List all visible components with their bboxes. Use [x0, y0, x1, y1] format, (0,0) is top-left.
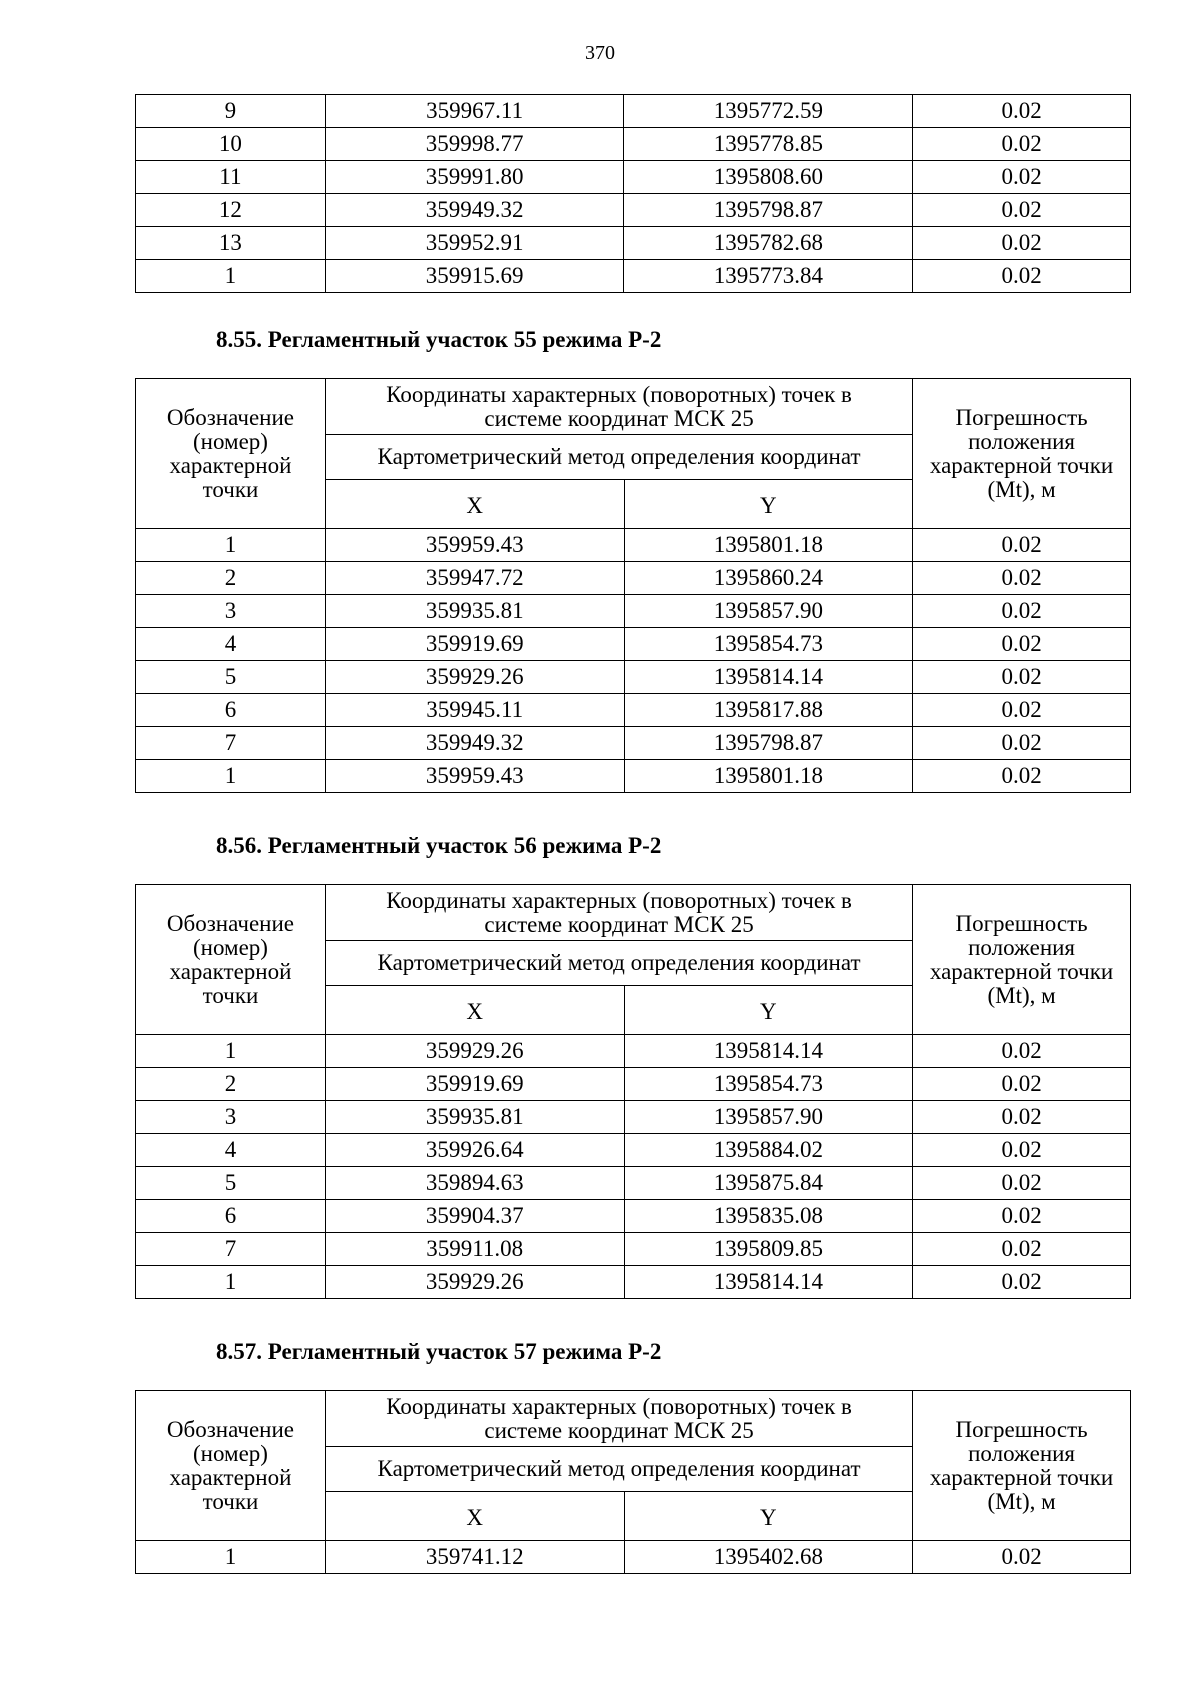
- error-cell: 0.02: [913, 595, 1131, 628]
- point-number-cell: 1: [136, 1266, 326, 1299]
- x-coordinate-cell: 359952.91: [325, 227, 624, 260]
- error-cell: 0.02: [913, 628, 1131, 661]
- point-number-cell: 3: [136, 1101, 326, 1134]
- error-cell: 0.02: [913, 128, 1131, 161]
- x-coordinate-cell: 359935.81: [325, 1101, 624, 1134]
- y-coordinate-cell: 1395798.87: [624, 194, 913, 227]
- header-x: X: [325, 480, 624, 529]
- x-coordinate-cell: 359741.12: [325, 1541, 624, 1574]
- table-row: [136, 529, 1131, 562]
- header-x: X: [325, 986, 624, 1035]
- y-coordinate-cell: 1395772.59: [624, 95, 913, 128]
- table-body: [136, 529, 1131, 793]
- y-coordinate-cell: 1395857.90: [624, 595, 913, 628]
- y-coordinate-cell: 1395778.85: [624, 128, 913, 161]
- point-number-cell: 3: [136, 595, 326, 628]
- point-number-cell: 6: [136, 694, 326, 727]
- header-x: X: [325, 1492, 624, 1541]
- y-coordinate-cell: 1395801.18: [624, 529, 913, 562]
- table-body: [136, 95, 1131, 293]
- point-number-cell: 5: [136, 661, 326, 694]
- table-body: [136, 1541, 1131, 1574]
- x-coordinate-cell: 359894.63: [325, 1167, 624, 1200]
- header-coords-title: Координаты характерных (поворотных) точек в системе координат МСК 25: [325, 1391, 912, 1447]
- continued-coordinates-table: [135, 94, 1131, 293]
- table-row: [136, 1541, 1131, 1574]
- table-row: [136, 128, 1131, 161]
- error-cell: 0.02: [913, 1200, 1131, 1233]
- error-cell: 0.02: [913, 1068, 1131, 1101]
- table-row: [136, 260, 1131, 293]
- x-coordinate-cell: 359929.26: [325, 661, 624, 694]
- table-row: [136, 1134, 1131, 1167]
- table-row: [136, 1167, 1131, 1200]
- header-coords-title: Координаты характерных (поворотных) точек в системе координат МСК 25: [325, 885, 912, 941]
- table-row: [136, 95, 1131, 128]
- error-cell: 0.02: [913, 694, 1131, 727]
- point-number-cell: 1: [136, 529, 326, 562]
- x-coordinate-cell: 359949.32: [325, 194, 624, 227]
- y-coordinate-cell: 1395857.90: [624, 1101, 913, 1134]
- table-row: [136, 1200, 1131, 1233]
- section-title: 8.56. Регламентный участок 56 режима Р-2: [216, 833, 662, 858]
- point-number-cell: 1: [136, 760, 326, 793]
- x-coordinate-cell: 359945.11: [325, 694, 624, 727]
- point-number-cell: 1: [136, 260, 326, 293]
- y-coordinate-cell: 1395814.14: [624, 1035, 913, 1068]
- error-cell: 0.02: [913, 727, 1131, 760]
- error-cell: 0.02: [913, 260, 1131, 293]
- error-cell: 0.02: [913, 1541, 1131, 1574]
- error-cell: 0.02: [913, 529, 1131, 562]
- header-error: Погрешность положения характерной точки (Mt), м: [913, 1391, 1131, 1541]
- point-number-cell: 10: [136, 128, 326, 161]
- table-row: [136, 194, 1131, 227]
- x-coordinate-cell: 359959.43: [325, 760, 624, 793]
- y-coordinate-cell: 1395773.84: [624, 260, 913, 293]
- header-designation: Обозначение (номер) характерной точки: [136, 885, 326, 1035]
- table-row: [136, 694, 1131, 727]
- header-y: Y: [624, 1492, 913, 1541]
- x-coordinate-cell: 359949.32: [325, 727, 624, 760]
- x-coordinate-cell: 359911.08: [325, 1233, 624, 1266]
- header-error: Погрешность положения характерной точки (Mt), м: [913, 379, 1131, 529]
- error-cell: 0.02: [913, 95, 1131, 128]
- error-cell: 0.02: [913, 1266, 1131, 1299]
- coordinates-table-55: [135, 378, 1131, 793]
- point-number-cell: 1: [136, 1541, 326, 1574]
- point-number-cell: 9: [136, 95, 326, 128]
- point-number-cell: 4: [136, 1134, 326, 1167]
- point-number-cell: 13: [136, 227, 326, 260]
- table-row: [136, 1266, 1131, 1299]
- point-number-cell: 2: [136, 562, 326, 595]
- y-coordinate-cell: 1395884.02: [624, 1134, 913, 1167]
- x-coordinate-cell: 359947.72: [325, 562, 624, 595]
- error-cell: 0.02: [913, 1134, 1131, 1167]
- error-cell: 0.02: [913, 760, 1131, 793]
- x-coordinate-cell: 359926.64: [325, 1134, 624, 1167]
- header-error: Погрешность положения характерной точки (Mt), м: [913, 885, 1131, 1035]
- header-y: Y: [624, 986, 913, 1035]
- point-number-cell: 2: [136, 1068, 326, 1101]
- point-number-cell: 7: [136, 1233, 326, 1266]
- x-coordinate-cell: 359929.26: [325, 1035, 624, 1068]
- error-cell: 0.02: [913, 227, 1131, 260]
- point-number-cell: 11: [136, 161, 326, 194]
- table-row: [136, 1233, 1131, 1266]
- page-number: 370: [585, 42, 615, 64]
- y-coordinate-cell: 1395814.14: [624, 1266, 913, 1299]
- y-coordinate-cell: 1395854.73: [624, 628, 913, 661]
- coordinates-table-57: [135, 1390, 1131, 1574]
- y-coordinate-cell: 1395798.87: [624, 727, 913, 760]
- point-number-cell: 5: [136, 1167, 326, 1200]
- y-coordinate-cell: 1395402.68: [624, 1541, 913, 1574]
- table-row: [136, 1101, 1131, 1134]
- table-row: [136, 628, 1131, 661]
- y-coordinate-cell: 1395854.73: [624, 1068, 913, 1101]
- y-coordinate-cell: 1395808.60: [624, 161, 913, 194]
- x-coordinate-cell: 359919.69: [325, 628, 624, 661]
- x-coordinate-cell: 359904.37: [325, 1200, 624, 1233]
- y-coordinate-cell: 1395835.08: [624, 1200, 913, 1233]
- point-number-cell: 6: [136, 1200, 326, 1233]
- table-row: [136, 661, 1131, 694]
- header-coords-title: Координаты характерных (поворотных) точек в системе координат МСК 25: [325, 379, 912, 435]
- x-coordinate-cell: 359967.11: [325, 95, 624, 128]
- x-coordinate-cell: 359959.43: [325, 529, 624, 562]
- error-cell: 0.02: [913, 194, 1131, 227]
- error-cell: 0.02: [913, 161, 1131, 194]
- error-cell: 0.02: [913, 562, 1131, 595]
- point-number-cell: 4: [136, 628, 326, 661]
- point-number-cell: 1: [136, 1035, 326, 1068]
- error-cell: 0.02: [913, 1035, 1131, 1068]
- coordinates-table-56: [135, 884, 1131, 1299]
- header-designation: Обозначение (номер) характерной точки: [136, 1391, 326, 1541]
- x-coordinate-cell: 359929.26: [325, 1266, 624, 1299]
- table-row: [136, 227, 1131, 260]
- header-designation: Обозначение (номер) характерной точки: [136, 379, 326, 529]
- header-method: Картометрический метод определения координат: [325, 435, 912, 480]
- y-coordinate-cell: 1395817.88: [624, 694, 913, 727]
- header-method: Картометрический метод определения координат: [325, 1447, 912, 1492]
- point-number-cell: 12: [136, 194, 326, 227]
- y-coordinate-cell: 1395860.24: [624, 562, 913, 595]
- y-coordinate-cell: 1395875.84: [624, 1167, 913, 1200]
- table-row: [136, 1068, 1131, 1101]
- y-coordinate-cell: 1395814.14: [624, 661, 913, 694]
- header-method: Картометрический метод определения координат: [325, 941, 912, 986]
- error-cell: 0.02: [913, 1101, 1131, 1134]
- table-row: [136, 562, 1131, 595]
- error-cell: 0.02: [913, 661, 1131, 694]
- x-coordinate-cell: 359998.77: [325, 128, 624, 161]
- error-cell: 0.02: [913, 1233, 1131, 1266]
- y-coordinate-cell: 1395801.18: [624, 760, 913, 793]
- x-coordinate-cell: 359915.69: [325, 260, 624, 293]
- section-title: 8.55. Регламентный участок 55 режима Р-2: [216, 327, 662, 352]
- table-row: [136, 760, 1131, 793]
- header-y: Y: [624, 480, 913, 529]
- table-row: [136, 161, 1131, 194]
- x-coordinate-cell: 359919.69: [325, 1068, 624, 1101]
- table-row: [136, 595, 1131, 628]
- x-coordinate-cell: 359991.80: [325, 161, 624, 194]
- y-coordinate-cell: 1395782.68: [624, 227, 913, 260]
- section-title: 8.57. Регламентный участок 57 режима Р-2: [216, 1339, 662, 1364]
- table-row: [136, 1035, 1131, 1068]
- table-body: [136, 1035, 1131, 1299]
- table-row: [136, 727, 1131, 760]
- y-coordinate-cell: 1395809.85: [624, 1233, 913, 1266]
- x-coordinate-cell: 359935.81: [325, 595, 624, 628]
- point-number-cell: 7: [136, 727, 326, 760]
- error-cell: 0.02: [913, 1167, 1131, 1200]
